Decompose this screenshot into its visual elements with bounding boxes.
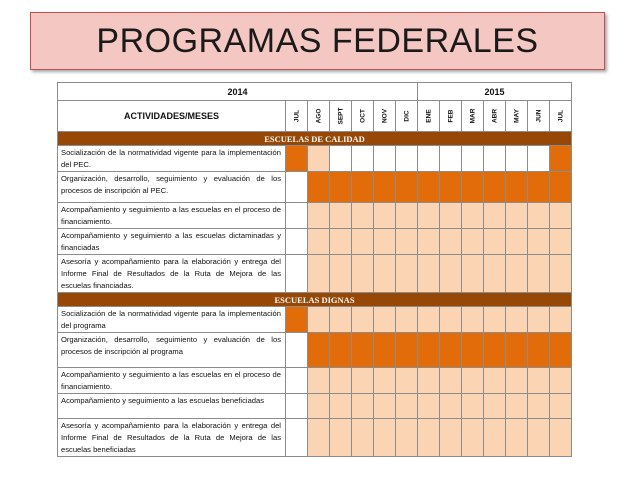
schedule-cell xyxy=(308,255,330,293)
schedule-cell xyxy=(440,333,462,368)
schedule-cell xyxy=(308,333,330,368)
schedule-cell xyxy=(330,203,352,229)
month-label: JUN xyxy=(535,109,543,123)
schedule-cell xyxy=(418,172,440,203)
schedule-cell xyxy=(286,172,308,203)
title-banner xyxy=(30,12,605,70)
activity-description: Organización, desarrollo, seguimiento y evaluación de los procesos de inscripción al PEC. xyxy=(58,172,286,203)
schedule-cell xyxy=(286,419,308,457)
schedule-cell xyxy=(528,419,550,457)
schedule-cell xyxy=(330,229,352,255)
schedule-cell xyxy=(352,229,374,255)
schedule-cell xyxy=(440,368,462,394)
schedule-cell xyxy=(462,229,484,255)
schedule-cell xyxy=(506,419,528,457)
schedule-cell xyxy=(396,146,418,172)
schedule-cell xyxy=(396,172,418,203)
schedule-cell xyxy=(484,419,506,457)
month-label: JUL xyxy=(557,109,565,123)
schedule-cell xyxy=(462,172,484,203)
activity-row xyxy=(58,203,572,229)
schedule-cell xyxy=(550,394,572,419)
schedule-cell xyxy=(550,333,572,368)
month-header-9 xyxy=(462,101,484,132)
activity-description: Socialización de la normatividad vigente para la implementación del programa xyxy=(58,307,286,333)
schedule-cell xyxy=(374,307,396,333)
month-label: JUL xyxy=(293,109,300,123)
schedule-cell xyxy=(418,146,440,172)
schedule-cell xyxy=(418,333,440,368)
section-title: ESCUELAS DIGNAS xyxy=(58,293,572,307)
schedule-cell xyxy=(396,203,418,229)
schedule-cell xyxy=(352,394,374,419)
schedule-cell xyxy=(308,229,330,255)
schedule-cell xyxy=(506,333,528,368)
activity-description: Acompañamiento y seguimiento a las escuelas en el proceso de financiamiento. xyxy=(58,203,286,229)
schedule-cell xyxy=(308,146,330,172)
schedule-cell xyxy=(484,333,506,368)
schedule-cell xyxy=(286,394,308,419)
schedule-cell xyxy=(308,419,330,457)
month-label: FEB xyxy=(447,109,455,123)
schedule-cell xyxy=(286,255,308,293)
schedule-cell xyxy=(374,368,396,394)
activities-header: ACTIVIDADES/MESES xyxy=(58,101,286,132)
month-header-6 xyxy=(396,101,418,132)
schedule-cell xyxy=(352,203,374,229)
activity-row xyxy=(58,307,572,333)
activity-description: Asesoría y acompañamiento para la elaboración y entrega del Informe Final de Resultados de la Ruta de Mejora de las escuelas financiadas. xyxy=(58,255,286,293)
schedule-cell xyxy=(330,368,352,394)
month-header-12 xyxy=(528,101,550,132)
schedule-cell xyxy=(506,307,528,333)
schedule-cell xyxy=(330,394,352,419)
schedule-cell xyxy=(440,419,462,457)
section-title: ESCUELAS DE CALIDAD xyxy=(58,132,572,146)
activity-description: Acompañamiento y seguimiento a las escuelas dictaminadas y financiadas xyxy=(58,229,286,255)
schedule-cell xyxy=(396,255,418,293)
activity-row xyxy=(58,394,572,419)
schedule-cell xyxy=(528,172,550,203)
schedule-cell xyxy=(462,333,484,368)
schedule-cell xyxy=(440,172,462,203)
schedule-cell xyxy=(308,307,330,333)
schedule-cell xyxy=(286,146,308,172)
activity-description: Socialización de la normatividad vigente para la implementación del PEC. xyxy=(58,146,286,172)
schedule-cell xyxy=(374,229,396,255)
schedule-cell xyxy=(396,368,418,394)
month-label: MAR xyxy=(469,108,477,124)
schedule-cell xyxy=(462,203,484,229)
schedule-cell xyxy=(550,419,572,457)
month-header-10 xyxy=(484,101,506,132)
activity-row xyxy=(58,146,572,172)
schedule-cell xyxy=(506,368,528,394)
schedule-cell xyxy=(418,394,440,419)
schedule-cell xyxy=(484,172,506,203)
schedule-cell xyxy=(352,307,374,333)
schedule-cell xyxy=(418,368,440,394)
month-label: ABR xyxy=(491,108,499,124)
month-header-1 xyxy=(286,101,308,132)
activity-description: Acompañamiento y seguimiento a las escuelas beneficiadas xyxy=(58,394,286,419)
schedule-cell xyxy=(506,172,528,203)
schedule-cell xyxy=(506,394,528,419)
schedule-cell xyxy=(528,203,550,229)
schedule-cell xyxy=(352,146,374,172)
schedule-cell xyxy=(506,255,528,293)
schedule-cell xyxy=(308,203,330,229)
schedule-cell xyxy=(550,172,572,203)
activity-description: Asesoría y acompañamiento para la elaboración y entrega del Informe Final de Resultados de la Ruta de Mejora de las escuelas beneficiadas xyxy=(58,419,286,457)
schedule-cell xyxy=(330,172,352,203)
schedule-cell xyxy=(308,172,330,203)
month-header-5 xyxy=(374,101,396,132)
schedule-cell xyxy=(506,229,528,255)
schedule-cell xyxy=(506,146,528,172)
month-header-7 xyxy=(418,101,440,132)
schedule-cell xyxy=(374,394,396,419)
schedule-cell xyxy=(286,229,308,255)
schedule-cell xyxy=(330,333,352,368)
month-header-4 xyxy=(352,101,374,132)
schedule-cell xyxy=(418,307,440,333)
month-header-2 xyxy=(308,101,330,132)
section-header-row xyxy=(58,132,572,146)
schedule-cell xyxy=(396,229,418,255)
schedule-cell xyxy=(352,172,374,203)
schedule-cell xyxy=(396,307,418,333)
schedule-cell xyxy=(440,203,462,229)
month-label: DIC xyxy=(403,110,411,122)
schedule-cell xyxy=(440,255,462,293)
schedule-cell xyxy=(462,368,484,394)
activity-row xyxy=(58,229,572,255)
schedule-cell xyxy=(462,307,484,333)
schedule-table xyxy=(57,82,572,457)
schedule-cell xyxy=(308,394,330,419)
schedule-cell xyxy=(462,419,484,457)
schedule-cell xyxy=(396,394,418,419)
activity-description: Acompañamiento y seguimiento a las escuelas en el proceso de financiamiento. xyxy=(58,368,286,394)
month-header-13 xyxy=(550,101,572,132)
schedule-cell xyxy=(440,146,462,172)
schedule-cell xyxy=(396,333,418,368)
schedule-cell xyxy=(308,368,330,394)
section-header-row xyxy=(58,293,572,307)
schedule-cell xyxy=(484,307,506,333)
schedule-cell xyxy=(484,203,506,229)
schedule-cell xyxy=(506,203,528,229)
schedule-cell xyxy=(550,146,572,172)
schedule-cell xyxy=(418,255,440,293)
schedule-cell xyxy=(462,394,484,419)
schedule-cell xyxy=(440,307,462,333)
schedule-cell xyxy=(440,394,462,419)
schedule-cell xyxy=(528,333,550,368)
month-header-8 xyxy=(440,101,462,132)
schedule-cell xyxy=(418,419,440,457)
activity-row xyxy=(58,368,572,394)
month-label: ENE xyxy=(425,109,433,123)
schedule-cell xyxy=(528,307,550,333)
schedule-cell xyxy=(286,333,308,368)
month-label: AGO xyxy=(315,108,322,124)
schedule-cell xyxy=(484,394,506,419)
schedule-cell xyxy=(352,255,374,293)
schedule-cell xyxy=(330,419,352,457)
schedule-cell xyxy=(550,368,572,394)
schedule-cell xyxy=(528,255,550,293)
schedule-cell xyxy=(528,368,550,394)
schedule-cell xyxy=(374,255,396,293)
schedule-cell xyxy=(330,307,352,333)
year-row xyxy=(58,83,572,101)
schedule-cell xyxy=(462,146,484,172)
activity-row xyxy=(58,172,572,203)
schedule-cell xyxy=(286,203,308,229)
activity-description: Organización, desarrollo, seguimiento y evaluación de los procesos de inscripción al programa xyxy=(58,333,286,368)
schedule-cell xyxy=(528,394,550,419)
month-label: SEPT xyxy=(337,107,344,125)
schedule-cell xyxy=(352,419,374,457)
schedule-cell xyxy=(374,172,396,203)
schedule-cell xyxy=(550,255,572,293)
schedule-cell xyxy=(484,368,506,394)
schedule-cell xyxy=(528,146,550,172)
schedule-cell xyxy=(374,419,396,457)
activity-row xyxy=(58,333,572,368)
page-title: PROGRAMAS FEDERALES xyxy=(96,21,539,60)
month-label: NOV xyxy=(381,108,388,124)
schedule-cell xyxy=(484,229,506,255)
schedule-cell xyxy=(286,307,308,333)
activity-row xyxy=(58,419,572,457)
activity-row xyxy=(58,255,572,293)
year-2015: 2015 xyxy=(418,83,572,101)
schedule-cell xyxy=(374,146,396,172)
schedule-cell xyxy=(374,203,396,229)
month-label: OCT xyxy=(359,109,366,123)
schedule-cell xyxy=(330,255,352,293)
schedule-cell xyxy=(352,333,374,368)
month-header-3 xyxy=(330,101,352,132)
schedule-cell xyxy=(484,146,506,172)
month-header-11 xyxy=(506,101,528,132)
schedule-cell xyxy=(440,229,462,255)
schedule-cell xyxy=(286,368,308,394)
schedule-cell xyxy=(528,229,550,255)
schedule-cell xyxy=(374,333,396,368)
schedule-cell xyxy=(396,419,418,457)
schedule-cell xyxy=(330,146,352,172)
year-2014: 2014 xyxy=(58,83,418,101)
schedule-cell xyxy=(550,307,572,333)
schedule-cell xyxy=(550,229,572,255)
schedule-cell xyxy=(550,203,572,229)
schedule-cell xyxy=(418,203,440,229)
schedule-cell xyxy=(352,368,374,394)
schedule-cell xyxy=(462,255,484,293)
schedule-cell xyxy=(484,255,506,293)
month-header-row xyxy=(58,101,572,132)
schedule-cell xyxy=(418,229,440,255)
month-label: MAY xyxy=(513,109,521,123)
